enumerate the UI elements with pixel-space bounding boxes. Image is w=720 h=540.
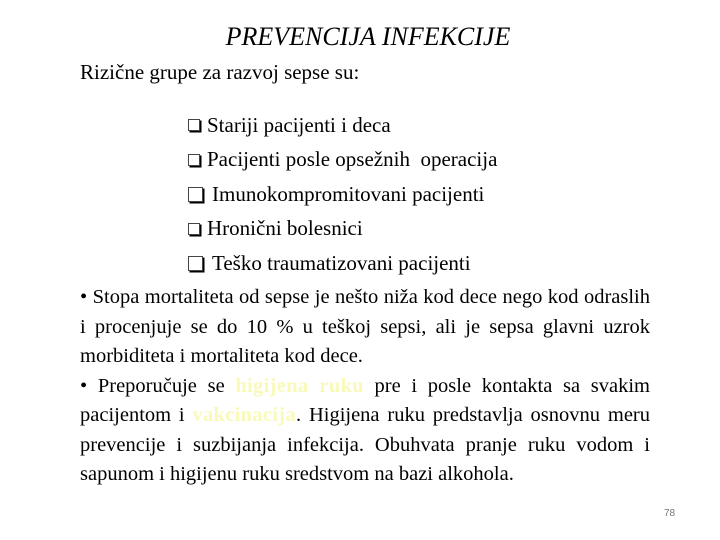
slide-title: PREVENCIJA INFEKCIJE (225, 22, 511, 51)
highlight-hand-hygiene: higijena ruku (235, 374, 364, 397)
checkbox-square-icon (188, 187, 203, 202)
list-item-text: Hronični bolesnici (207, 216, 363, 241)
paragraph-text: . Higijena ruku predstavlja osnovnu meru prevencije i suzbijanja infekcija. Obuhvata pranje ruku vodom i sapunom i higijenu ruku sredstvom na bazi alkohola. (80, 404, 650, 485)
paragraph-text: pre i posle kontakta sa svakim pacijentom i (80, 374, 650, 426)
list-item (188, 177, 497, 212)
checkbox-square-icon (188, 256, 203, 271)
mortality-paragraph: • Stopa mortaliteta od sepse je nešto niža kod dece nego kod odraslih i procenjuje se do 10 % u teškoj sepsi, ali je sepsa glavni uzrok morbiditeta i mortaliteta kod dece. (80, 286, 650, 367)
list-item (188, 108, 497, 143)
list-item (188, 246, 497, 281)
list-item (188, 143, 497, 178)
checkbox-square-icon (188, 223, 200, 235)
slide-subtitle: Rizične grupe za razvoj sepse su: (80, 60, 360, 84)
page-number: 78 (664, 508, 676, 519)
highlight-vaccination: vakcinacija (192, 404, 296, 426)
list-item (188, 212, 497, 247)
body-text (80, 283, 650, 490)
list-item-text: Stariji pacijenti i deca (207, 112, 391, 137)
risk-groups-list (188, 108, 497, 281)
list-item-text: Imunokompromitovani pacijenti (212, 181, 485, 206)
list-item-text: Teško traumatizovani pacijenti (212, 250, 471, 275)
list-item-text: Pacijenti posle opsežnih operacija (207, 147, 498, 172)
checkbox-square-icon (188, 119, 200, 131)
checkbox-square-icon (188, 154, 200, 166)
paragraph-text: • Preporučuje se (80, 374, 236, 397)
recommendation-paragraph (80, 372, 650, 490)
